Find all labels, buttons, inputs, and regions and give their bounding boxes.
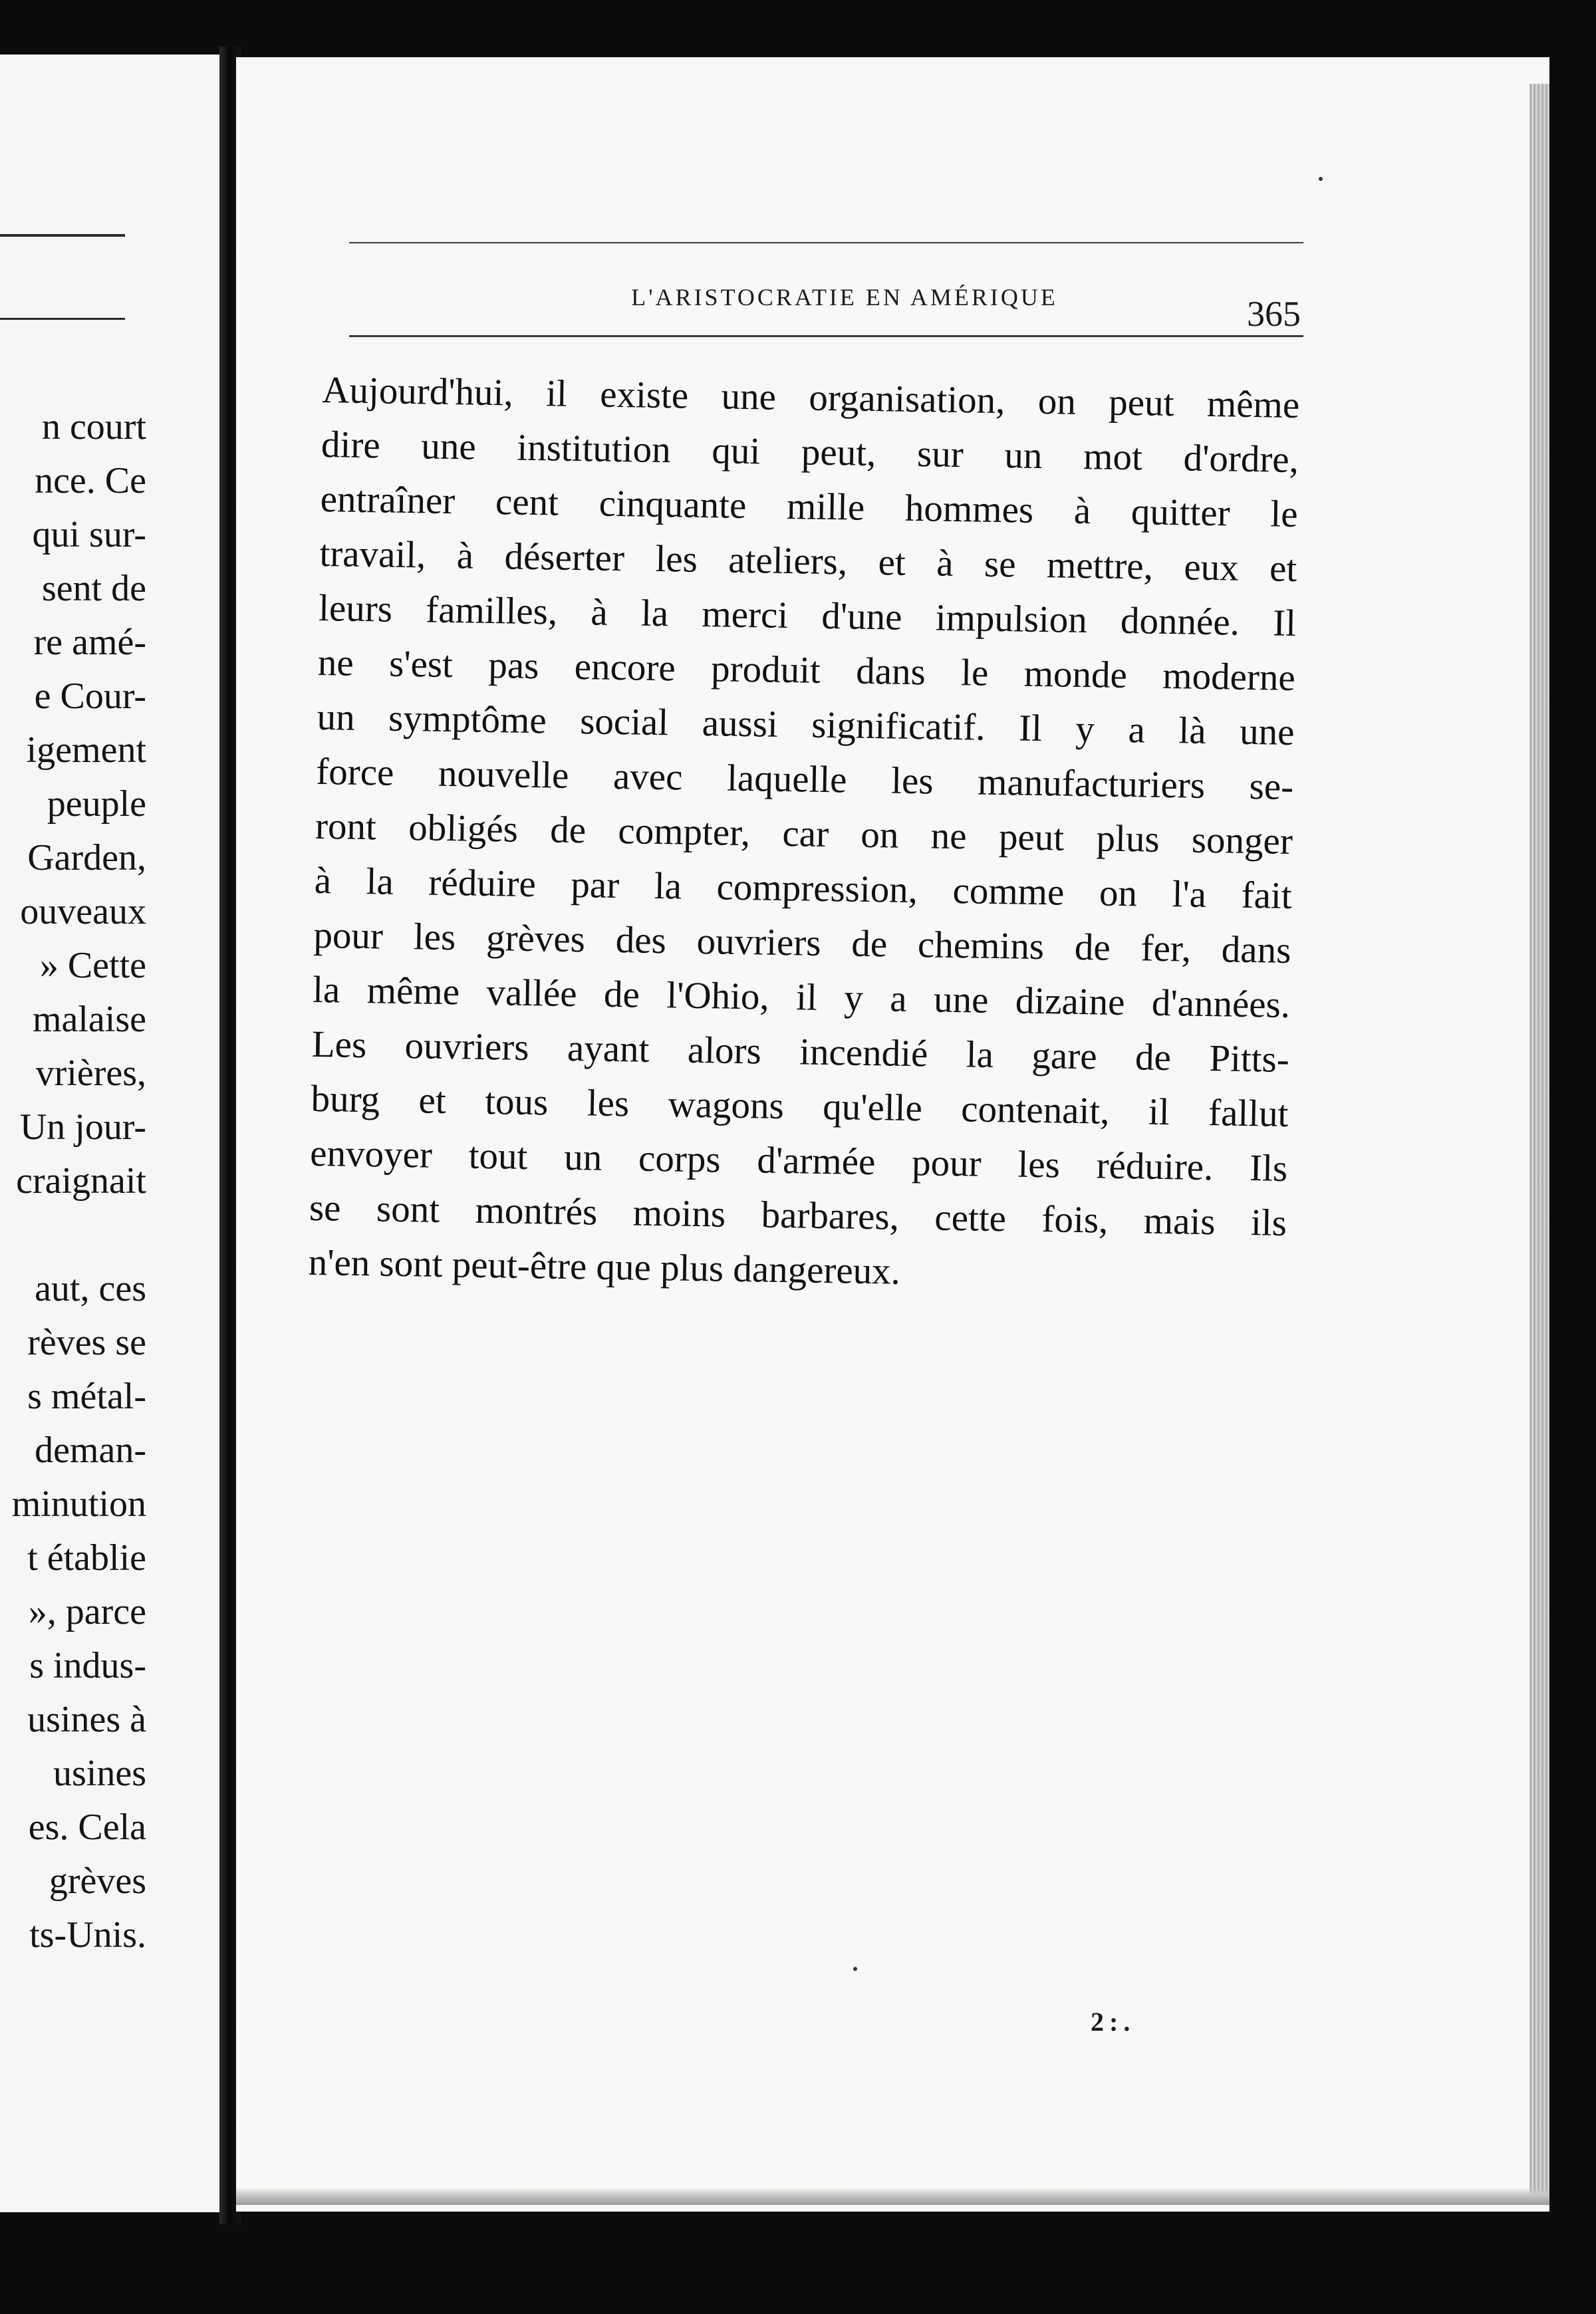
left-head-rule-bottom bbox=[0, 318, 125, 320]
page-edge-stack bbox=[1530, 84, 1549, 2198]
body-line: n'en sont peut-être que plus dangereux. bbox=[308, 1241, 901, 1293]
left-page-line: » Cette bbox=[39, 945, 146, 986]
right-page bbox=[236, 57, 1549, 2212]
left-page-line: grèves bbox=[49, 1861, 146, 1902]
body-text bbox=[308, 363, 1300, 1305]
ink-speck bbox=[1319, 177, 1323, 181]
head-rule-top bbox=[349, 242, 1303, 243]
left-page-line: vrières, bbox=[35, 1053, 146, 1094]
left-page-line: s métal- bbox=[27, 1376, 146, 1417]
body-line: leurs familles, à la merci d'une impulsion donnée. Il bbox=[318, 586, 1297, 645]
left-page-line: malaise bbox=[32, 999, 146, 1040]
page-bottom-edge bbox=[236, 2188, 1549, 2205]
left-page-line: igement bbox=[26, 729, 146, 771]
body-line: envoyer tout un corps d'armée pour les réduire. Ils bbox=[309, 1132, 1288, 1190]
body-line: force nouvelle avec laquelle les manufacturiers se- bbox=[315, 750, 1294, 809]
page-number: 365 bbox=[1247, 294, 1301, 334]
body-line: ne s'est pas encore produit dans le monde moderne bbox=[317, 641, 1296, 700]
left-page-line: qui sur- bbox=[32, 514, 146, 555]
left-page-line: deman- bbox=[35, 1430, 146, 1471]
body-line: dire une institution qui peut, sur un mot d'ordre, bbox=[321, 423, 1299, 481]
signature-mark: 2:. bbox=[1091, 2007, 1136, 2037]
running-head: L'ARISTOCRATIE EN AMÉRIQUE bbox=[631, 284, 1058, 311]
ink-speck bbox=[853, 1967, 857, 1971]
left-page-line: ts-Unis. bbox=[29, 1914, 146, 1956]
left-page-line: e Cour- bbox=[34, 676, 146, 717]
body-line: pour les grèves des ouvriers de chemins de fer, dans bbox=[313, 914, 1291, 971]
body-line: se sont montrés moins barbares, cette fois, mais ils bbox=[309, 1186, 1287, 1244]
left-page bbox=[0, 55, 226, 2212]
left-page-line: nce. Ce bbox=[35, 460, 146, 501]
body-line: à la réduire par la compression, comme on l'a fait bbox=[314, 859, 1293, 917]
left-page-line: es. Cela bbox=[28, 1807, 146, 1848]
left-page-line: ouveaux bbox=[20, 891, 146, 932]
body-line: Aujourd'hui, il existe une organisation, on peut même bbox=[321, 368, 1300, 427]
left-page-line bbox=[0, 1208, 146, 1262]
body-line: entraîner cent cinquante mille hommes à quitter le bbox=[320, 477, 1299, 536]
left-page-line: usines à bbox=[27, 1699, 146, 1740]
body-line: la même vallée de l'Ohio, il y a une dizaine d'années. bbox=[312, 968, 1291, 1026]
left-page-line: t établie bbox=[27, 1537, 146, 1579]
body-line: un symptôme social aussi significatif. Il y a là une bbox=[317, 696, 1295, 754]
left-page-line: Un jour- bbox=[19, 1106, 146, 1148]
left-page-text bbox=[0, 400, 146, 1962]
left-page-line: re amé- bbox=[33, 622, 146, 663]
left-page-line: craignait bbox=[16, 1160, 146, 1202]
head-rule-bottom bbox=[349, 335, 1303, 337]
left-page-line: sent de bbox=[41, 568, 146, 609]
left-page-line: peuple bbox=[47, 783, 146, 825]
left-head-rule-top bbox=[0, 234, 125, 237]
left-page-line: Garden, bbox=[27, 837, 146, 878]
left-page-line: aut, ces bbox=[35, 1268, 146, 1309]
body-line: burg et tous les wagons qu'elle contenait, il fallut bbox=[311, 1077, 1289, 1135]
left-page-line: minution bbox=[11, 1483, 146, 1525]
body-line: ront obligés de compter, car on ne peut plus songer bbox=[315, 805, 1293, 862]
left-page-line: n court bbox=[41, 406, 146, 448]
left-page-line: usines bbox=[53, 1753, 146, 1794]
left-page-line: s indus- bbox=[29, 1645, 146, 1686]
left-page-line: rèves se bbox=[27, 1322, 146, 1363]
left-page-line: », parce bbox=[28, 1591, 146, 1632]
body-line: Les ouvriers ayant alors incendié la gare de Pitts- bbox=[311, 1023, 1290, 1081]
body-line: travail, à déserter les ateliers, et à se mettre, eux et bbox=[319, 532, 1297, 590]
